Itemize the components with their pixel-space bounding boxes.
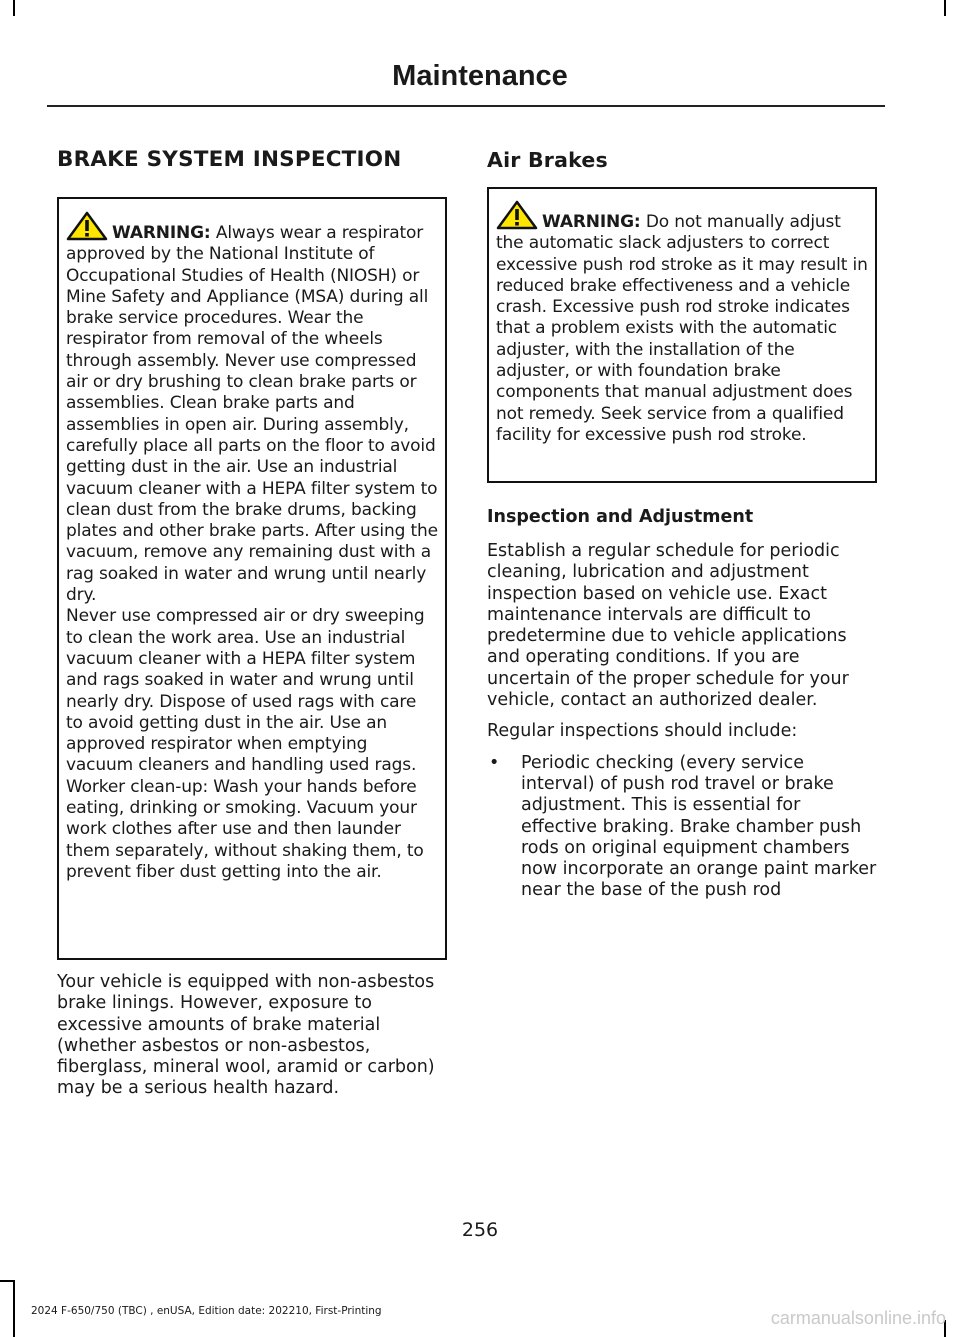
warning-box-slack-adjusters xyxy=(487,187,877,483)
asbestos-paragraph: Your vehicle is equipped with non-asbestos brake linings. However, exposure to excessive amounts of brake material (whether asbestos or non-asbestos, fiberglass, mineral wool, aramid or carbon) may be a serious health hazard. xyxy=(57,972,435,1099)
warning-text-1: Always wear a respirator approved by the National Institute of Occupational Studies of Health (NIOSH) or Mine Safety and Appliance (MSA) during all brake service procedures. Wear the respirator from removal of the wheels through assembly. Never use compressed air or dry brushing to clean brake parts or assemblies. Clean brake parts and assemblies in open air. During assembly, carefully place all parts on the floor to avoid getting dust in the air. Use an industrial vacuum cleaner with a HEPA filter system to clean dust from the brake drums, backing plates and other brake parts. After using the vacuum, remove any remaining dust with a rag soaked in water and wrung until nearly dry. xyxy=(66,223,438,606)
warning-label: WARNING: xyxy=(112,223,211,243)
warning-triangle-icon xyxy=(66,211,108,241)
watermark: carmanualsonline.info xyxy=(770,1308,946,1328)
crop-mark-top-right xyxy=(944,0,946,16)
page-title: Maintenance xyxy=(392,60,568,92)
left-column xyxy=(57,147,449,1100)
bullet-marker: • xyxy=(489,752,500,773)
header-divider xyxy=(47,105,885,107)
list-item xyxy=(487,753,879,902)
schedule-paragraph: Establish a regular schedule for periodic cleaning, lubrication and adjustment inspection based on vehicle use. Exact maintenance intervals are difficult to predetermine due to vehicle applications and operating conditions. If you are uncertain of the proper schedule for your vehicle, contact an authorized dealer. xyxy=(487,541,849,711)
edition-footer: 2024 F-650/750 (TBC) , enUSA, Edition date: 202210, First-Printing xyxy=(31,1305,382,1317)
right-column xyxy=(487,147,879,902)
page-number: 256 xyxy=(461,1219,499,1241)
warning-label: WARNING: xyxy=(542,212,641,232)
crop-mark-bottom-left-vertical xyxy=(13,1280,15,1337)
warning-box-brake-dust xyxy=(57,197,447,960)
warning-paragraph xyxy=(496,200,868,446)
warning-paragraph-1 xyxy=(66,211,438,606)
crop-mark-bottom-left-horizontal xyxy=(0,1280,15,1282)
warning-paragraph-2: Never use compressed air or dry sweeping to clean the work area. Use an industrial vacuum cleaner with a HEPA filter system and rags soaked in water and wrung until nearly dry. Dispose of used rags with care to avoid getting dust in the air. Use an approved respirator when emptying vacuum cleaners and handling used rags. xyxy=(66,606,425,776)
crop-mark-top-left xyxy=(13,0,15,16)
list-item-text: Periodic checking (every service interval) of push rod travel or brake adjustment. This is essential for effective braking. Brake chamber push rods on original equipment chambers now incorporate an orange paint marker near the base of the push rod xyxy=(521,752,877,901)
warning-triangle-icon xyxy=(496,200,538,230)
warning-paragraph-3: Worker clean-up: Wash your hands before eating, drinking or smoking. Vacuum your work clothes after use and then launder them separately, without shaking them, to prevent fiber dust getting into the air. xyxy=(66,776,424,882)
warning-text: Do not manually adjust the automatic slack adjusters to correct excessive push rod stroke as it may result in reduced brake effectiveness and a vehicle crash. Excessive push rod stroke indicates that a problem exists with the automatic adjuster, with the installation of the adjuster, or with foundation brake components that manual adjustment does not remedy. Seek service from a qualified facility for excessive push rod stroke. xyxy=(496,212,868,445)
section-heading-brake-inspection: BRAKE SYSTEM INSPECTION xyxy=(57,147,402,172)
inspection-list xyxy=(487,753,879,902)
section-heading-air-brakes: Air Brakes xyxy=(487,148,608,172)
inspections-intro: Regular inspections should include: xyxy=(487,721,798,742)
subheading-inspection-adjustment: Inspection and Adjustment xyxy=(487,507,754,527)
